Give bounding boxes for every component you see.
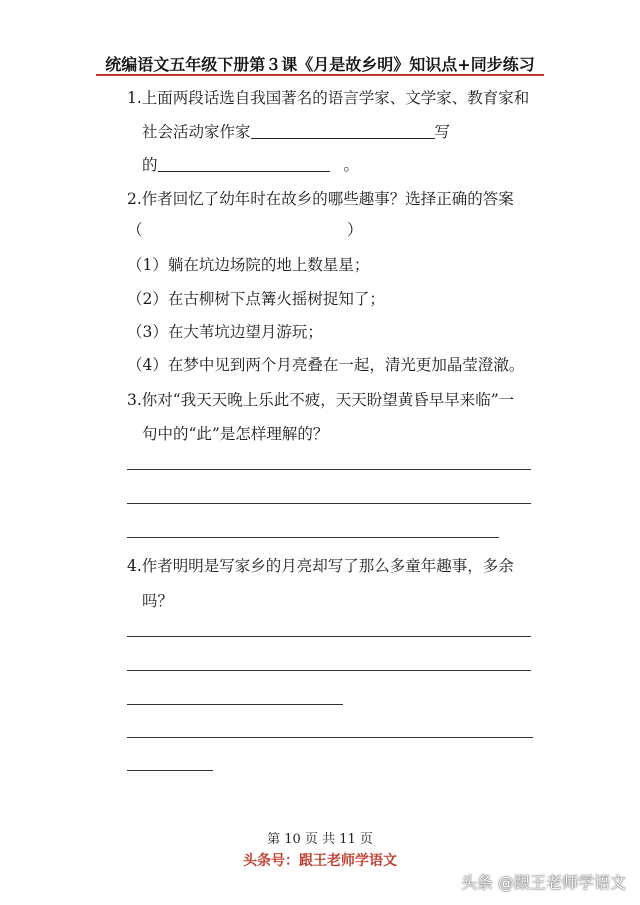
q3-answer-line-2[interactable]	[127, 503, 531, 504]
q4-answer-line-1[interactable]	[127, 636, 531, 637]
q1-line-1: 1.上面两段话选自我国著名的语言学家、文学家、教育家和	[127, 89, 530, 107]
q4-answer-line-2[interactable]	[127, 670, 531, 671]
q1-author-blank[interactable]	[251, 138, 435, 139]
q3-line-1: 3.你对“我天天晚上乐此不疲，天天盼望黄昏早早来临”一	[127, 391, 515, 409]
q4-answer-line-3[interactable]	[127, 704, 343, 705]
q2-option-2: （2）在古柳树下点篝火摇树捉知了；	[127, 290, 385, 308]
q3-answer-line-1[interactable]	[127, 469, 531, 470]
q2-option-4: （4）在梦中见到两个月亮叠在一起，清光更加晶莹澄澈。	[127, 356, 525, 374]
q1-line-2-prefix: 社会活动家作家	[142, 123, 251, 141]
q3-answer-line-3[interactable]	[127, 537, 499, 538]
q4-line-1: 4.作者明明是写家乡的月亮却写了那么多童年趣事，多余	[127, 557, 514, 575]
q2-paren-open: （	[127, 221, 143, 239]
q4-answer-line-5[interactable]	[127, 770, 213, 771]
q4-line-2: 吗？	[142, 592, 174, 610]
watermark: 头条 @跟王老师学语文	[460, 873, 626, 892]
q4-answer-line-4[interactable]	[127, 737, 533, 738]
q1-work-blank[interactable]	[158, 171, 330, 172]
q2-option-1: （1）躺在坑边场院的地上数星星；	[127, 256, 370, 274]
source-credit: 头条号：跟王老师学语文	[243, 853, 397, 869]
q2-paren-close: ）	[347, 221, 363, 239]
q3-line-2: 句中的“此”是怎样理解的？	[142, 425, 329, 443]
document-title: 统编语文五年级下册第３课《月是故乡明》知识点+同步练习	[105, 55, 535, 74]
page-number: 第 10 页 共 11 页	[267, 832, 373, 847]
q1-line-3-prefix: 的	[142, 156, 158, 174]
q1-line-3	[142, 153, 359, 175]
q2-answer-brackets[interactable]	[127, 218, 367, 240]
q2-option-3: （3）在大苇坑边望月游玩；	[127, 323, 323, 341]
q1-line-2-suffix: 写	[434, 123, 451, 141]
q1-line-2	[142, 120, 450, 142]
header-divider	[96, 74, 544, 76]
q1-line-3-suffix: 。	[343, 156, 360, 174]
q2-line-1: 2.作者回忆了幼年时在故乡的哪些趣事？选择正确的答案	[127, 190, 514, 208]
